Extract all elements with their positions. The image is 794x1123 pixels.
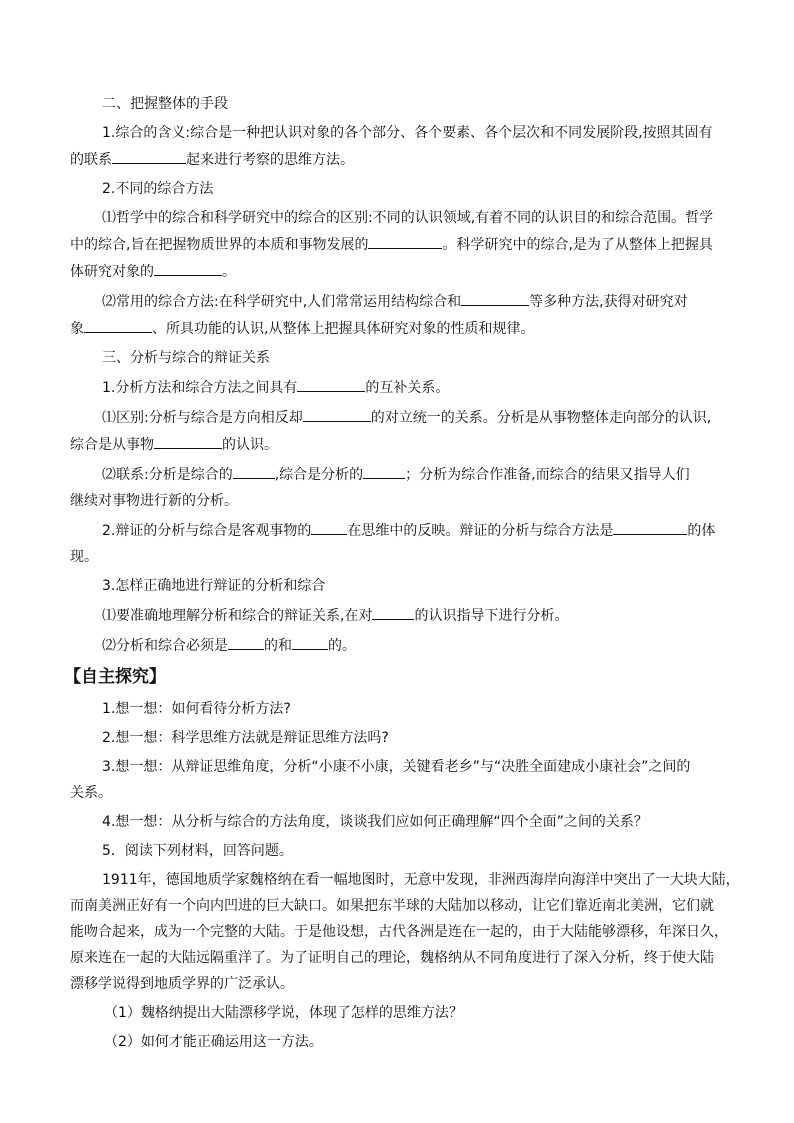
synthesis-definition-line2: 的联系 起来进行考察的思维方法。	[70, 149, 730, 170]
blank-field[interactable]	[112, 149, 186, 164]
connection-line2: 继续对事物进行新的分析。	[70, 493, 238, 509]
blank-field[interactable]	[363, 464, 405, 479]
synthesis-definition-line1: 1.综合的含义:综合是一种把认识对象的各个部分、各个要素、各个层次和不同发展阶段,按照其固有	[102, 125, 713, 141]
question-2: 2.想一想：科学思维方法就是辩证思维方法吗?	[102, 730, 389, 746]
blank-field[interactable]	[461, 291, 529, 306]
blank-field[interactable]	[154, 261, 222, 276]
sub-question-2: （2）如何才能正确运用这一方法。	[104, 1034, 323, 1050]
question-5: 5．阅读下列材料，回答问题。	[102, 843, 293, 859]
reflection-line1: 2.辩证的分析与综合是客观事物的 在思维中的反映。辩证的分析与综合方法是 的体	[70, 520, 730, 541]
blank-field[interactable]	[372, 605, 414, 620]
difference-line1: ⑴区别:分析与综合是方向相反却 的对立统一的关系。分析是从事物整体走向部分的认识,	[70, 407, 730, 428]
synthesis-difference-line3: 体研究对象的 。	[70, 261, 730, 282]
complementary-relation-line: 1.分析方法和综合方法之间具有 的互补关系。	[70, 377, 730, 398]
synthesis-methods-heading: 2.不同的综合方法	[102, 181, 214, 197]
blank-field[interactable]	[613, 520, 687, 535]
question-3-line2: 关系。	[70, 785, 112, 801]
connection-line1: ⑵联系:分析是综合的 ,综合是分析的 ；分析为综合作准备,而综合的结果又指导人们	[70, 464, 730, 485]
blank-field[interactable]	[292, 635, 328, 650]
common-methods-line2: 象 、所具功能的认识,从整体上把握具体研究对象的性质和规律。	[70, 318, 730, 339]
material-line4: 原来连在一起的大陆远隔重洋了。为了证明自己的理论，魏格纳从不同角度进行了深入分析，终于使大陆	[70, 950, 714, 966]
question-4: 4.想一想：从分析与综合的方法角度，谈谈我们应如何正确理解“四个全面”之间的关系？	[102, 814, 648, 830]
blank-field[interactable]	[84, 318, 152, 333]
synthesis-difference-line2: 中的综合,旨在把握物质世界的本质和事物发展的 。科学研究中的综合,是为了从整体上把握具	[70, 234, 730, 255]
question-3-line1: 3.想一想：从辩证思维角度，分析“小康不小康，关键看老乡”与“决胜全面建成小康社会”之间的	[102, 759, 691, 775]
self-exploration-heading: 【自主探究】	[64, 667, 166, 687]
material-line5: 漂移学说得到地质学界的广泛承认。	[70, 976, 294, 992]
blank-field[interactable]	[368, 234, 442, 249]
worksheet-page	[64, 94, 740, 1061]
material-line2: 而南美洲正好有一个向内凹进的巨大缺口。如果把东半球的大陆加以移动，让它们靠近南北美洲，它们就	[70, 898, 714, 914]
blank-field[interactable]	[297, 377, 365, 392]
blank-field[interactable]	[233, 464, 275, 479]
blank-field[interactable]	[303, 407, 371, 422]
section-heading-dialectical-relation: 三、分析与综合的辩证关系	[102, 350, 270, 366]
material-line1: 1911年，德国地质学家魏格纳在看一幅地图时，无意中发现，非洲西海岸向海洋中突出了一大块大陆，	[102, 872, 740, 888]
difference-line2: 综合是从事物 的认识。	[70, 434, 730, 455]
material-line3: 能吻合起来，成为一个完整的大陆。于是他设想，古代各洲是连在一起的，由于大陆能够漂移，年深日久，	[70, 924, 728, 940]
how-to-heading: 3.怎样正确地进行辩证的分析和综合	[102, 578, 326, 594]
blank-field[interactable]	[311, 520, 347, 535]
how-to-item2: ⑵分析和综合必须是 的和 的。	[70, 635, 730, 656]
how-to-item1: ⑴要准确地理解分析和综合的辩证关系,在对 的认识指导下进行分析。	[70, 605, 730, 626]
blank-field[interactable]	[154, 434, 222, 449]
sub-question-1: （1）魏格纳提出大陆漂移学说，体现了怎样的思维方法？	[104, 1005, 463, 1021]
section-heading-grasp-whole: 二、把握整体的手段	[102, 96, 228, 112]
synthesis-difference-line1: ⑴哲学中的综合和科学研究中的综合的区别:不同的认识领域,有着不同的认识目的和综合范围。哲学	[102, 210, 714, 226]
question-1: 1.想一想：如何看待分析方法?	[102, 701, 291, 717]
common-methods-line1: ⑵常用的综合方法:在科学研究中,人们常常运用结构综合和 等多种方法,获得对研究对	[70, 291, 730, 312]
blank-field[interactable]	[228, 635, 264, 650]
reflection-line2: 现。	[70, 549, 98, 565]
